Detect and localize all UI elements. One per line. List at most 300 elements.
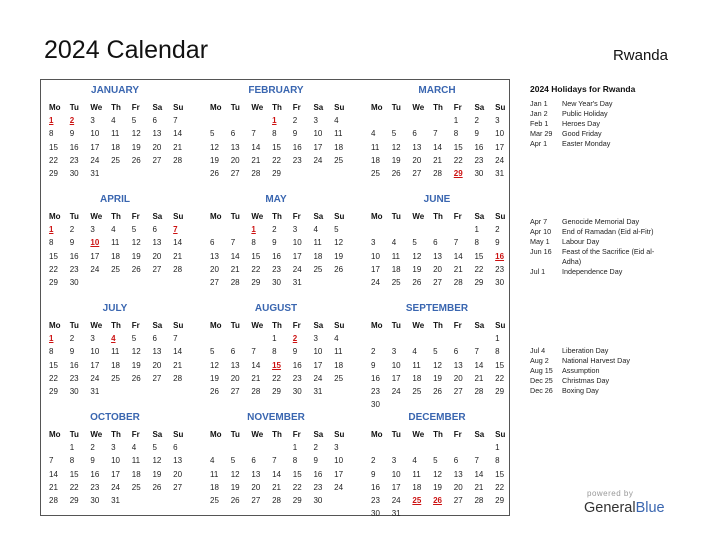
holiday-name: Good Friday — [562, 129, 602, 138]
weekday-header: We — [412, 212, 425, 221]
day-cell: 18 — [111, 142, 120, 152]
day-cell: 30 — [69, 386, 79, 396]
weekday-header: Su — [334, 103, 345, 112]
day-cell: 16 — [272, 251, 281, 261]
weekday-header: We — [90, 212, 103, 221]
holiday-day-cell: 2 — [292, 334, 298, 344]
holiday-date: Jul 4 — [530, 346, 546, 355]
day-cell: 12 — [230, 469, 240, 479]
weekday-header: Sa — [313, 321, 324, 330]
day-cell: 17 — [391, 482, 401, 492]
month-september — [367, 302, 507, 411]
day-cell: 10 — [292, 238, 302, 248]
day-cell: 2 — [371, 456, 376, 466]
day-cell: 3 — [391, 347, 397, 357]
day-cell: 12 — [433, 360, 442, 370]
month-grid — [367, 428, 507, 520]
empty-cell — [206, 114, 227, 127]
day-cell: 23 — [292, 373, 302, 383]
day-cell: 7 — [474, 347, 479, 357]
empty-cell — [367, 332, 388, 345]
day-cell: 17 — [334, 469, 344, 479]
day-cell: 25 — [131, 482, 141, 492]
country-label: Rwanda — [612, 47, 668, 64]
day-cell: 24 — [334, 482, 344, 492]
weekday-header: Mo — [371, 212, 383, 221]
day-cell: 9 — [371, 469, 376, 479]
month-june — [367, 193, 507, 289]
day-cell: 28 — [433, 168, 442, 178]
day-cell: 12 — [433, 469, 442, 479]
day-cell: 7 — [230, 238, 236, 248]
empty-cell — [429, 441, 450, 454]
day-cell: 21 — [251, 373, 261, 383]
weekday-header: Mo — [49, 212, 61, 221]
holiday-list-item — [530, 366, 660, 376]
day-cell: 26 — [210, 168, 219, 178]
day-cell: 8 — [69, 456, 75, 466]
day-cell: 18 — [412, 482, 422, 492]
day-cell: 14 — [272, 469, 281, 479]
day-cell: 12 — [412, 251, 422, 261]
month-name: NOVEMBER — [247, 412, 305, 423]
weekday-header: Th — [111, 103, 121, 112]
day-cell: 8 — [272, 347, 277, 357]
day-cell: 27 — [230, 168, 240, 178]
weekday-header: Tu — [230, 430, 240, 439]
day-cell: 19 — [412, 264, 422, 274]
weekday-header: Sa — [313, 103, 324, 112]
day-cell: 16 — [313, 469, 323, 479]
holiday-day-cell: 1 — [49, 225, 54, 235]
day-cell: 6 — [152, 334, 157, 344]
weekday-header: We — [251, 212, 264, 221]
day-cell: 22 — [272, 373, 281, 383]
day-cell: 29 — [292, 495, 302, 505]
day-cell: 8 — [495, 456, 500, 466]
day-cell: 11 — [313, 238, 322, 248]
month-name: JULY — [102, 303, 128, 314]
day-cell: 6 — [453, 456, 459, 466]
day-cell: 19 — [433, 482, 442, 492]
day-cell: 5 — [131, 225, 137, 235]
holiday-list-item — [530, 346, 660, 356]
day-cell: 15 — [272, 142, 281, 152]
day-cell: 17 — [90, 251, 100, 261]
day-cell: 13 — [152, 347, 162, 357]
holiday-day-cell: 2 — [69, 116, 75, 126]
day-cell: 2 — [474, 116, 479, 126]
day-cell: 11 — [210, 469, 219, 479]
month-december — [367, 411, 507, 520]
day-cell: 18 — [391, 264, 401, 274]
day-cell: 23 — [272, 264, 281, 274]
day-cell: 22 — [49, 373, 58, 383]
day-cell: 28 — [173, 155, 183, 165]
day-cell: 31 — [111, 495, 120, 505]
holiday-date: Dec 26 — [530, 386, 553, 395]
empty-cell — [429, 114, 450, 127]
day-cell: 12 — [334, 238, 344, 248]
day-cell: 23 — [292, 155, 302, 165]
day-cell: 27 — [152, 264, 162, 274]
day-cell: 19 — [210, 155, 219, 165]
day-cell: 27 — [251, 495, 261, 505]
day-cell: 23 — [69, 373, 79, 383]
weekday-header: Sa — [474, 430, 485, 439]
day-cell: 23 — [371, 495, 380, 505]
day-cell: 20 — [152, 251, 162, 261]
day-cell: 20 — [251, 482, 261, 492]
holiday-date: Apr 1 — [530, 139, 548, 148]
weekday-header: We — [90, 321, 103, 330]
holiday-date: Aug 15 — [530, 366, 553, 375]
weekday-header: Sa — [474, 212, 485, 221]
month-name: FEBRUARY — [248, 85, 304, 96]
day-cell: 24 — [292, 264, 302, 274]
day-cell: 27 — [210, 277, 219, 287]
weekday-header: Sa — [313, 212, 324, 221]
day-cell: 26 — [412, 277, 422, 287]
weekday-header: Th — [111, 321, 121, 330]
day-cell: 20 — [152, 360, 162, 370]
day-cell: 27 — [433, 277, 442, 287]
calendar-frame — [40, 79, 510, 519]
day-cell: 17 — [391, 373, 401, 383]
holiday-day-cell: 7 — [173, 225, 178, 235]
weekday-header: Fr — [131, 103, 140, 112]
day-cell: 24 — [313, 155, 323, 165]
holiday-name: Boxing Day — [562, 386, 599, 395]
day-cell: 29 — [49, 277, 58, 287]
day-cell: 14 — [474, 360, 484, 370]
day-cell: 31 — [391, 509, 401, 519]
day-cell: 4 — [371, 129, 376, 139]
day-cell: 24 — [90, 373, 100, 383]
day-cell: 21 — [453, 264, 463, 274]
holiday-list-item — [530, 376, 660, 386]
empty-cell — [408, 441, 429, 454]
day-cell: 1 — [495, 443, 500, 453]
weekday-header: Mo — [210, 430, 222, 439]
day-cell: 5 — [230, 456, 236, 466]
weekday-header: Mo — [371, 103, 383, 112]
day-cell: 1 — [453, 116, 459, 126]
holiday-date: Mar 29 — [530, 129, 553, 138]
day-cell: 17 — [371, 264, 380, 274]
month-february — [206, 84, 346, 180]
empty-cell — [367, 441, 388, 454]
day-cell: 27 — [152, 373, 162, 383]
day-cell: 21 — [474, 482, 484, 492]
day-cell: 22 — [49, 264, 58, 274]
day-cell: 9 — [292, 129, 298, 139]
day-cell: 17 — [313, 142, 323, 152]
day-cell: 4 — [111, 116, 116, 126]
day-cell: 15 — [49, 142, 58, 152]
day-cell: 17 — [111, 469, 120, 479]
day-cell: 14 — [251, 142, 261, 152]
day-cell: 4 — [412, 347, 417, 357]
empty-cell — [408, 332, 429, 345]
month-july — [45, 302, 185, 398]
month-grid — [206, 101, 346, 180]
day-cell: 29 — [69, 495, 79, 505]
holiday-day-cell: 1 — [272, 116, 277, 126]
day-cell: 9 — [371, 360, 376, 370]
empty-cell — [388, 332, 409, 345]
day-cell: 10 — [391, 469, 401, 479]
day-cell: 8 — [49, 129, 54, 139]
empty-cell — [470, 332, 491, 345]
holiday-date: Jun 16 — [530, 247, 552, 256]
day-cell: 9 — [69, 347, 75, 357]
day-cell: 28 — [49, 495, 58, 505]
holiday-name: Assumption — [562, 366, 600, 375]
day-cell: 28 — [474, 386, 484, 396]
weekday-header: Tu — [230, 321, 240, 330]
day-cell: 10 — [371, 251, 380, 261]
empty-cell — [429, 332, 450, 345]
day-cell: 22 — [495, 373, 505, 383]
weekday-header: Fr — [131, 321, 140, 330]
weekday-header: Tu — [391, 212, 401, 221]
empty-cell — [268, 441, 289, 454]
day-cell: 30 — [69, 277, 79, 287]
day-cell: 14 — [230, 251, 240, 261]
day-cell: 17 — [292, 251, 302, 261]
holiday-day-cell: 1 — [251, 225, 256, 235]
day-cell: 27 — [453, 386, 463, 396]
weekday-header: Su — [495, 430, 506, 439]
day-cell: 25 — [391, 277, 401, 287]
empty-cell — [247, 441, 268, 454]
day-cell: 7 — [453, 238, 459, 248]
holiday-list-item — [530, 237, 660, 247]
holiday-date: May 1 — [530, 237, 550, 246]
day-cell: 6 — [230, 347, 236, 357]
day-cell: 18 — [313, 251, 323, 261]
weekday-header: Mo — [210, 103, 222, 112]
day-cell: 30 — [495, 277, 505, 287]
empty-cell — [247, 114, 268, 127]
weekday-header: Sa — [313, 430, 324, 439]
day-cell: 6 — [453, 347, 459, 357]
day-cell: 10 — [391, 360, 401, 370]
weekday-header: Fr — [292, 321, 301, 330]
day-cell: 18 — [334, 360, 344, 370]
weekday-header: Su — [334, 321, 345, 330]
day-cell: 4 — [313, 225, 318, 235]
empty-cell — [206, 441, 227, 454]
weekday-header: Th — [272, 430, 282, 439]
day-cell: 3 — [111, 443, 116, 453]
weekday-header: Th — [433, 430, 443, 439]
day-cell: 25 — [334, 373, 344, 383]
day-cell: 28 — [453, 277, 463, 287]
day-cell: 23 — [69, 264, 79, 274]
day-cell: 7 — [272, 456, 277, 466]
day-cell: 6 — [210, 238, 215, 248]
day-cell: 11 — [334, 347, 343, 357]
holiday-group — [530, 346, 660, 396]
day-cell: 3 — [90, 225, 95, 235]
day-cell: 12 — [152, 456, 162, 466]
day-cell: 22 — [495, 482, 505, 492]
day-cell: 4 — [334, 334, 339, 344]
day-cell: 26 — [230, 495, 240, 505]
day-cell: 15 — [495, 469, 505, 479]
weekday-header: We — [251, 430, 264, 439]
day-cell: 18 — [371, 155, 380, 165]
day-cell: 10 — [334, 456, 344, 466]
weekday-header: Th — [433, 103, 443, 112]
empty-cell — [45, 441, 66, 454]
day-cell: 24 — [90, 264, 100, 274]
holiday-day-cell: 15 — [272, 360, 281, 370]
day-cell: 3 — [90, 116, 95, 126]
month-name: APRIL — [100, 194, 130, 205]
generalblue-logo — [584, 500, 665, 516]
day-cell: 11 — [412, 360, 421, 370]
day-cell: 25 — [111, 264, 120, 274]
day-cell: 23 — [313, 482, 323, 492]
empty-cell — [408, 114, 429, 127]
day-cell: 16 — [69, 360, 79, 370]
weekday-header: Su — [495, 103, 506, 112]
day-cell: 19 — [210, 373, 219, 383]
weekday-header: Tu — [230, 103, 240, 112]
day-cell: 11 — [412, 469, 421, 479]
weekday-header: We — [251, 321, 264, 330]
day-cell: 13 — [152, 238, 162, 248]
holiday-date: Aug 2 — [530, 356, 549, 365]
holiday-name: Public Holiday — [562, 109, 608, 118]
weekday-header: Tu — [69, 430, 79, 439]
day-cell: 29 — [474, 277, 484, 287]
day-cell: 28 — [474, 495, 484, 505]
weekday-header: Su — [173, 430, 184, 439]
day-cell: 22 — [69, 482, 79, 492]
day-cell: 18 — [412, 373, 422, 383]
weekday-header: Mo — [371, 430, 383, 439]
day-cell: 9 — [90, 456, 95, 466]
weekday-header: We — [412, 430, 425, 439]
day-cell: 7 — [49, 456, 54, 466]
day-cell: 9 — [474, 129, 479, 139]
day-cell: 22 — [272, 155, 281, 165]
day-cell: 19 — [391, 155, 401, 165]
day-cell: 22 — [453, 155, 463, 165]
month-name: JUNE — [423, 194, 451, 205]
day-cell: 23 — [371, 386, 380, 396]
day-cell: 30 — [371, 509, 380, 519]
day-cell: 1 — [272, 334, 277, 344]
day-cell: 3 — [495, 116, 500, 126]
day-cell: 12 — [131, 347, 141, 357]
day-cell: 2 — [292, 116, 298, 126]
day-cell: 11 — [334, 129, 343, 139]
day-cell: 4 — [210, 456, 215, 466]
day-cell: 5 — [152, 443, 157, 453]
day-cell: 14 — [173, 347, 183, 357]
day-cell: 30 — [90, 495, 100, 505]
weekday-header: Tu — [69, 103, 79, 112]
day-cell: 25 — [334, 155, 344, 165]
day-cell: 16 — [371, 482, 380, 492]
day-cell: 9 — [69, 238, 75, 248]
day-cell: 13 — [210, 251, 219, 261]
day-cell: 26 — [131, 264, 141, 274]
holiday-date: Jan 1 — [530, 99, 548, 108]
day-cell: 21 — [474, 373, 484, 383]
holiday-day-cell: 1 — [49, 116, 54, 126]
holiday-day-cell: 10 — [90, 238, 100, 248]
day-cell: 3 — [313, 334, 318, 344]
day-cell: 15 — [474, 251, 484, 261]
day-cell: 20 — [152, 142, 162, 152]
holiday-name: End of Ramadan (Eid al-Fitr) — [562, 227, 654, 236]
day-cell: 20 — [173, 469, 183, 479]
day-cell: 14 — [173, 129, 183, 139]
holiday-list-item — [530, 109, 660, 119]
weekday-header: Mo — [49, 103, 61, 112]
day-cell: 10 — [495, 129, 505, 139]
empty-cell — [450, 223, 471, 236]
day-cell: 31 — [292, 277, 302, 287]
day-cell: 5 — [210, 129, 215, 139]
day-cell: 22 — [251, 264, 261, 274]
weekday-header: Mo — [49, 430, 61, 439]
holiday-name: National Harvest Day — [562, 356, 630, 365]
weekday-header: Fr — [453, 212, 462, 221]
weekday-header: Fr — [292, 212, 301, 221]
day-cell: 18 — [334, 142, 344, 152]
weekday-header: Su — [173, 103, 184, 112]
day-cell: 18 — [111, 251, 120, 261]
day-cell: 11 — [111, 238, 120, 248]
day-cell: 3 — [313, 116, 318, 126]
day-cell: 29 — [495, 495, 505, 505]
day-cell: 23 — [90, 482, 100, 492]
day-cell: 13 — [230, 142, 240, 152]
holiday-name: Labour Day — [562, 237, 600, 246]
day-cell: 20 — [453, 373, 463, 383]
weekday-header: Tu — [230, 212, 240, 221]
day-cell: 16 — [474, 142, 484, 152]
holiday-name: Feast of the Sacrifice (Eid al-Adha) — [562, 247, 655, 266]
day-cell: 19 — [152, 469, 162, 479]
holiday-group — [530, 217, 660, 277]
day-cell: 13 — [453, 360, 463, 370]
weekday-header: Mo — [210, 321, 222, 330]
day-cell: 13 — [453, 469, 463, 479]
day-cell: 28 — [173, 373, 183, 383]
day-cell: 5 — [391, 129, 397, 139]
empty-cell — [367, 223, 388, 236]
month-grid — [45, 101, 185, 180]
day-cell: 24 — [391, 495, 401, 505]
day-cell: 1 — [495, 334, 500, 344]
day-cell: 6 — [251, 456, 256, 466]
powered-by-label: powered by — [587, 489, 634, 498]
weekday-header: Su — [495, 321, 506, 330]
day-cell: 25 — [210, 495, 219, 505]
month-november — [206, 411, 346, 507]
empty-cell — [206, 332, 227, 345]
month-grid — [45, 428, 185, 507]
weekday-header: Mo — [371, 321, 383, 330]
